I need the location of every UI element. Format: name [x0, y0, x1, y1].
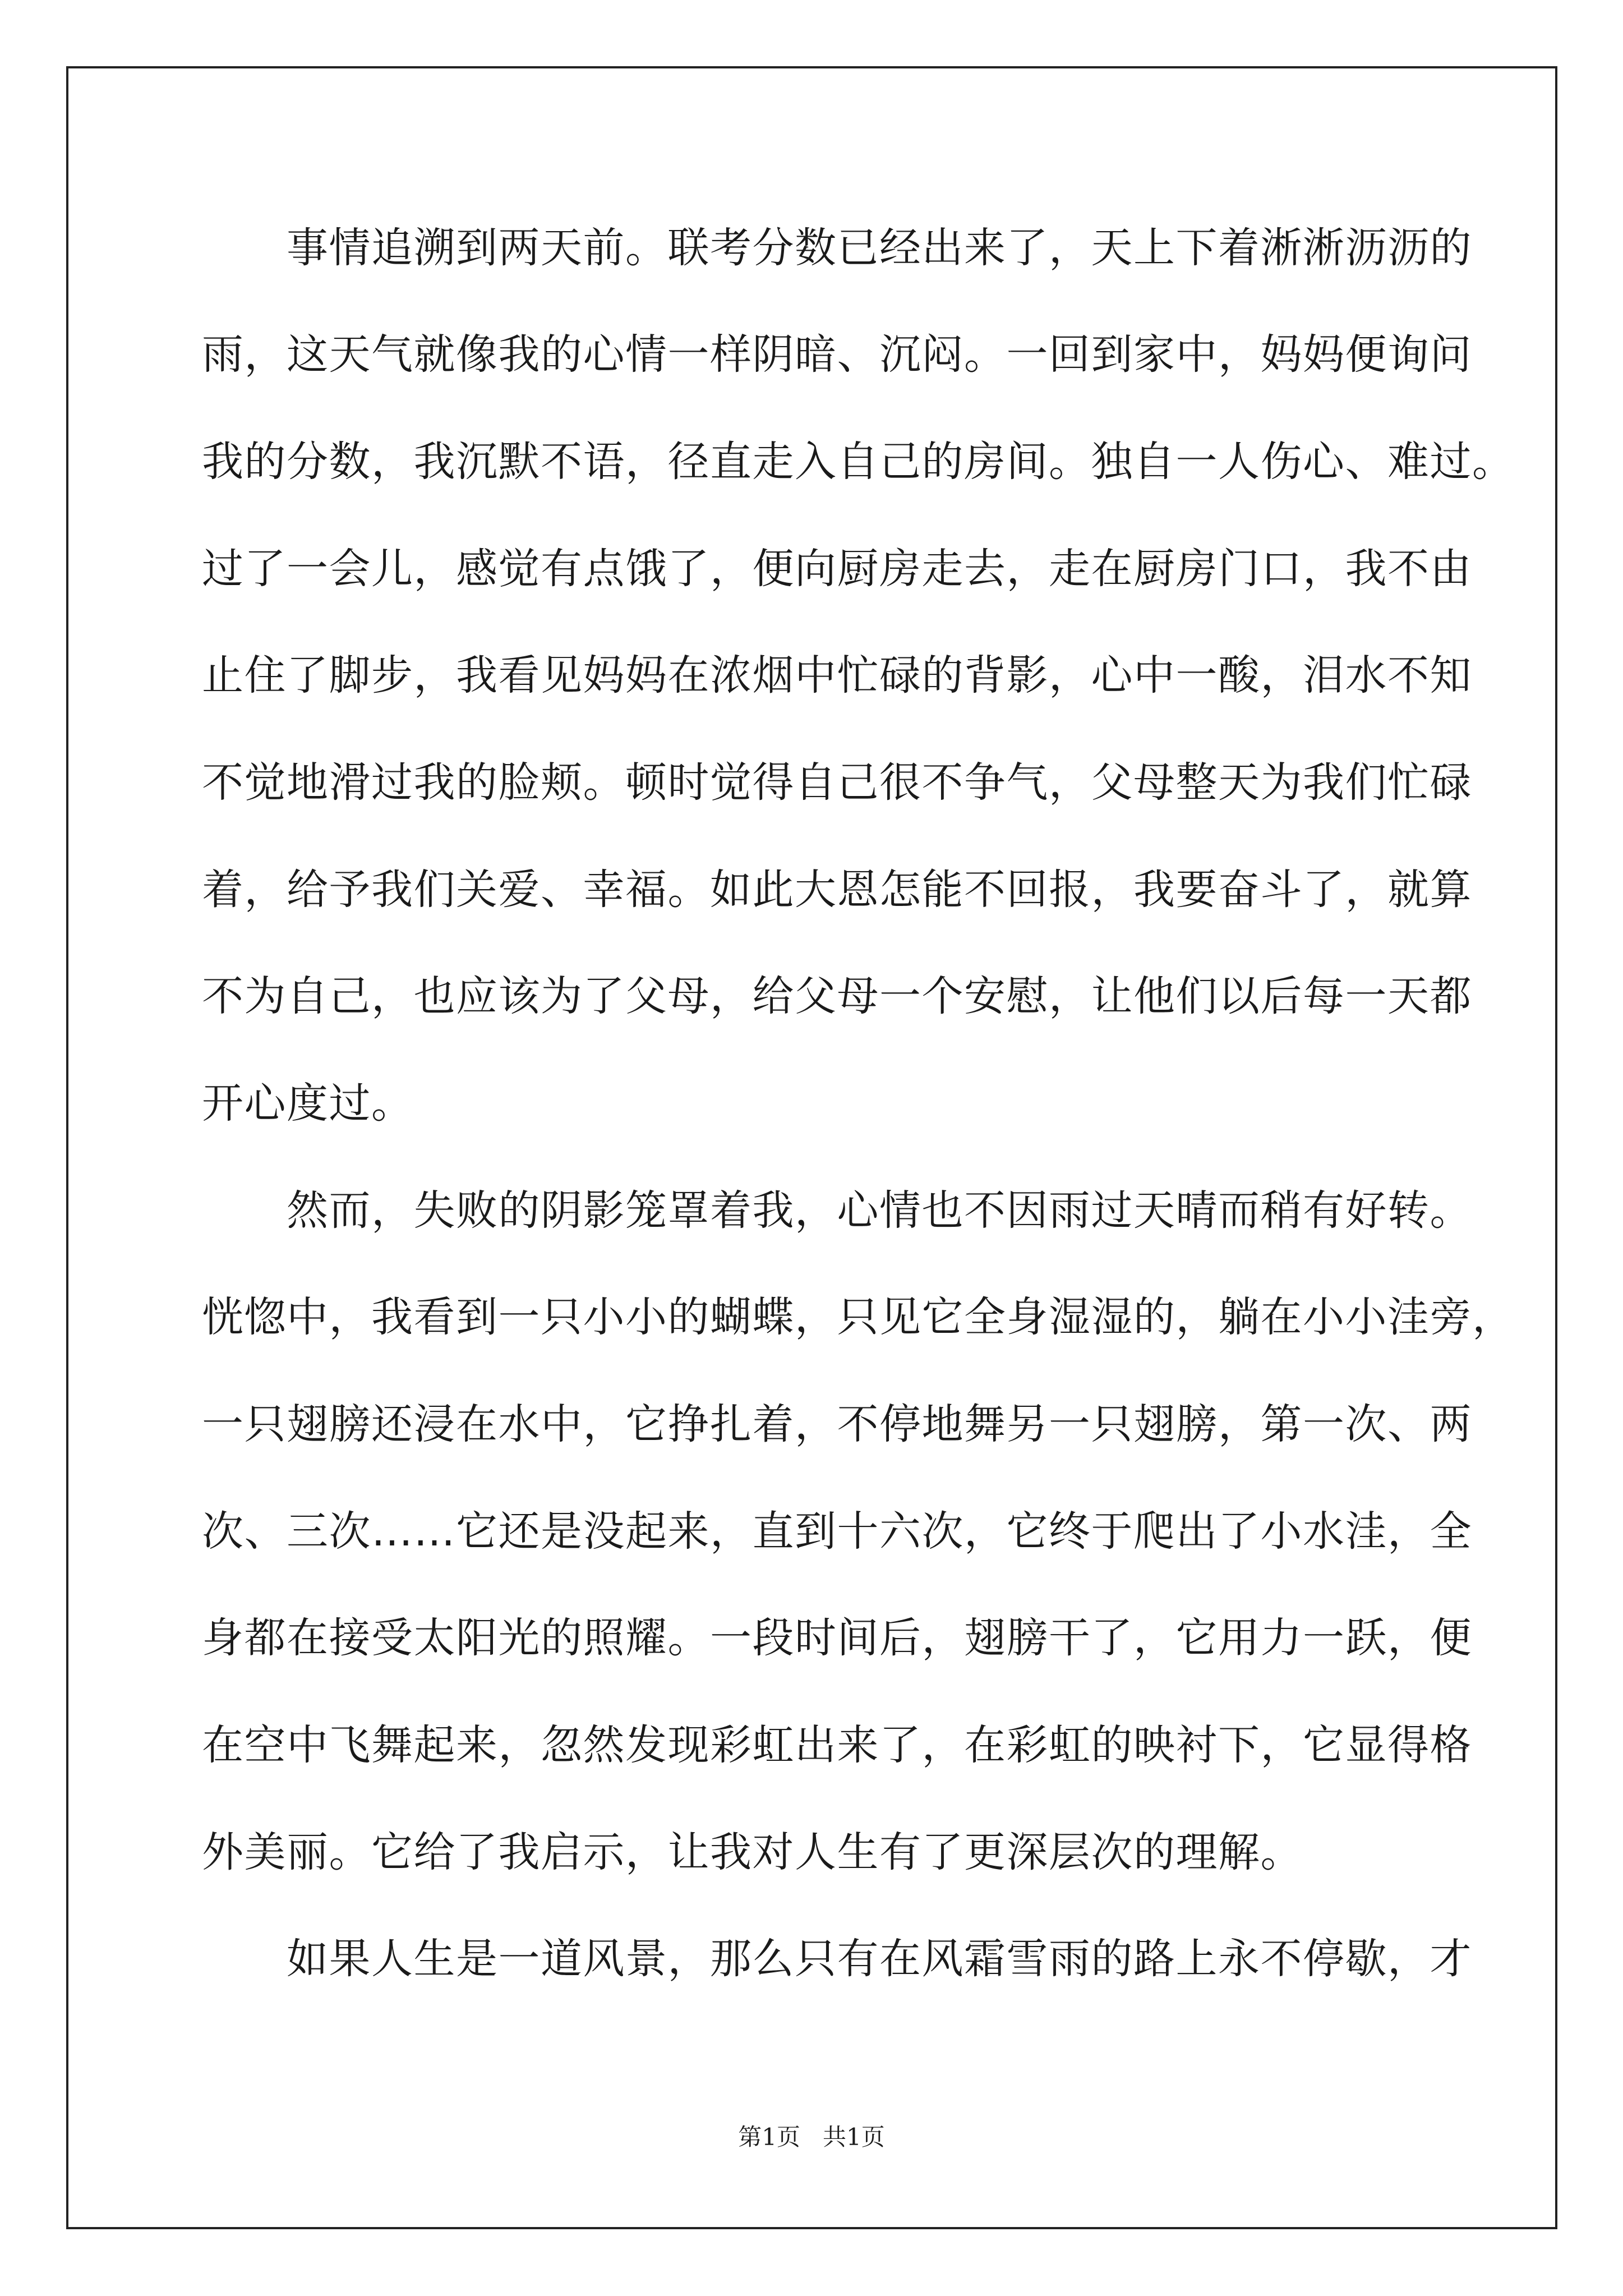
text-line: 着，给予我们关爱、幸福。如此大恩怎能不回报，我要奋斗了，就算	[202, 866, 1472, 914]
text-line: 止住了脚步，我看见妈妈在浓烟中忙碌的背影，心中一酸，泪水不知	[202, 651, 1472, 700]
text-line: 过了一会儿，感觉有点饿了，便向厨房走去，走在厨房门口，我不由	[202, 545, 1472, 593]
page-border	[66, 66, 1557, 2229]
text-line: 恍惚中，我看到一只小小的蝴蝶，只见它全身湿湿的，躺在小小洼旁，	[202, 1293, 1515, 1341]
text-line: 次、三次……它还是没起来，直到十六次，它终于爬出了小水洼，全	[202, 1507, 1472, 1556]
text-line: 不觉地滑过我的脸颊。顿时觉得自己很不争气，父母整天为我们忙碌	[202, 758, 1472, 807]
text-line: 开心度过。	[202, 1079, 414, 1128]
text-line: 我的分数，我沉默不语，径直走入自己的房间。独自一人伤心、难过。	[202, 438, 1515, 486]
text-line: 雨，这天气就像我的心情一样阴暗、沉闷。一回到家中，妈妈便询问	[202, 330, 1472, 379]
text-line: 在空中飞舞起来，忽然发现彩虹出来了，在彩虹的映衬下，它显得格	[202, 1721, 1472, 1769]
page-number-footer: 第1页 共1页	[738, 2123, 885, 2151]
text-line: 然而，失败的阴影笼罩着我，心情也不因雨过天晴而稍有好转。	[202, 1186, 1472, 1235]
text-line: 如果人生是一道风景，那么只有在风霜雪雨的路上永不停歇，才	[202, 1935, 1472, 1983]
text-line: 一只翅膀还浸在水中，它挣扎着，不停地舞另一只翅膀，第一次、两	[202, 1400, 1472, 1448]
text-line: 外美丽。它给了我启示，让我对人生有了更深层次的理解。	[202, 1828, 1303, 1876]
text-line: 身都在接受太阳光的照耀。一段时间后，翅膀干了，它用力一跃，便	[202, 1614, 1472, 1662]
text-line: 事情追溯到两天前。联考分数已经出来了，天上下着淅淅沥沥的	[202, 224, 1472, 272]
text-line: 不为自己，也应该为了父母，给父母一个安慰，让他们以后每一天都	[202, 972, 1472, 1020]
